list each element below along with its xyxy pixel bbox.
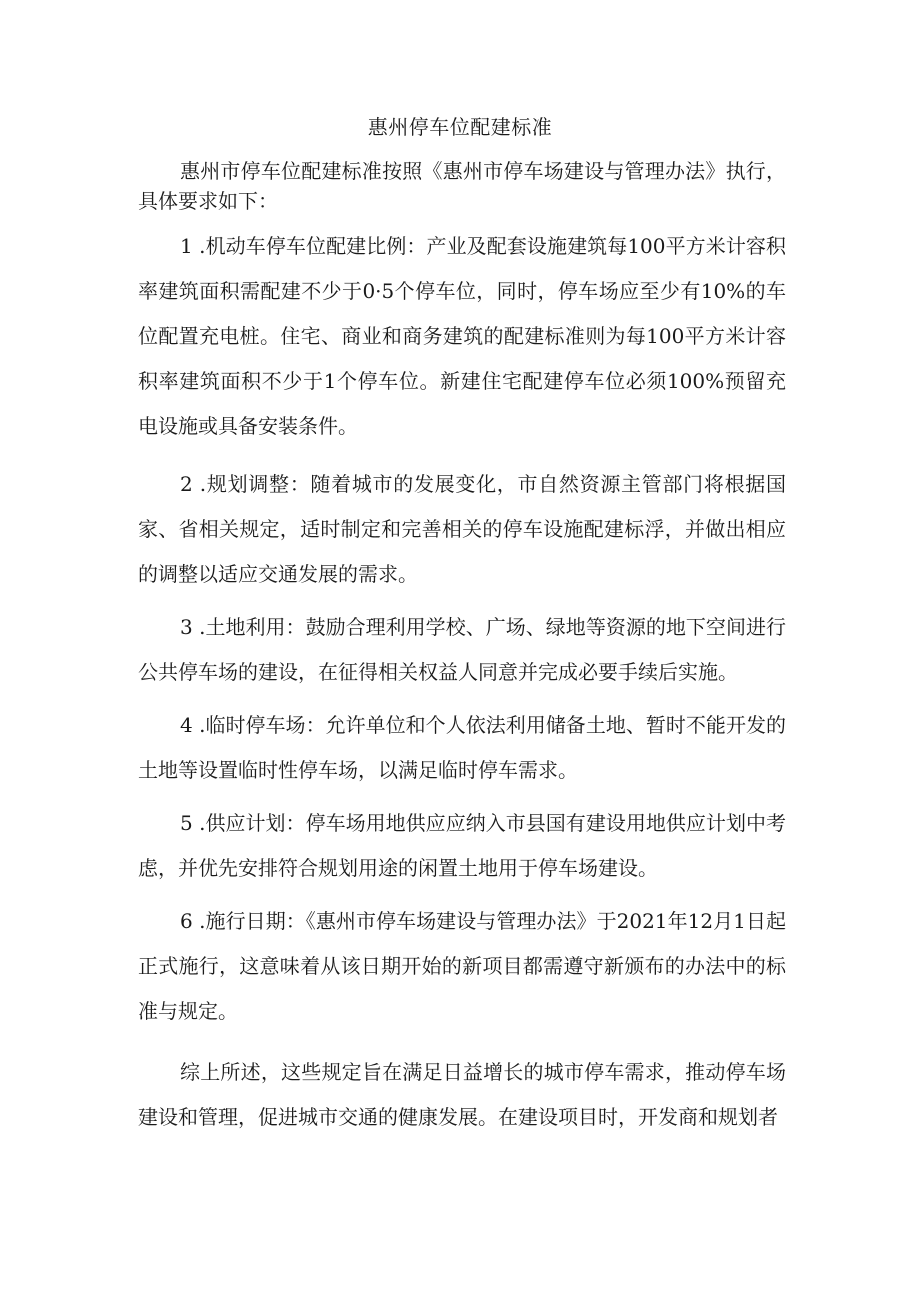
list-item-land-use: 3 .土地利用：鼓励合理利用学校、广场、绿地等资源的地下空间进行公共停车场的建设，在征得相关权益人同意并完成必要手续后实施。 <box>138 615 786 684</box>
list-item-planning-adjustment: 2 .规划调整：随着城市的发展变化，市自然资源主管部门将根据国家、省相关规定，适时制定和完善相关的停车设施配建标浮，并做出相应的调整以适应交通发展的需求。 <box>138 472 786 586</box>
document-title: 惠州停车位配建标准 <box>367 115 553 139</box>
intro-paragraph: 惠州市停车位配建标准按照《惠州市停车场建设与管理办法》执行，具体要求如下： <box>138 159 786 213</box>
list-item-supply-plan: 5 .供应计划：停车场用地供应应纳入市县国有建设用地供应计划中考虑，并优先安排符合规划用途的闲置土地用于停车场建设。 <box>138 811 786 880</box>
list-item-effective-date: 6 .施行日期：《惠州市停车场建设与管理办法》于2021年12月1日起正式施行，这意味着从该日期开始的新项目都需遵守新颁布的办法中的标准与规定。 <box>138 909 786 1023</box>
list-item-parking-ratio: 1 .机动车停车位配建比例：产业及配套设施建筑每100平方米计容积率建筑面积需配建不少于0·5个停车位，同时，停车场应至少有10%的车位配置充电桩。住宅、商业和商务建筑的配建标准则为每100平方米计容积率建筑面积不少于1个停车位。新建住宅配建停车位必须100%预留充电设施或具备安装条件。 <box>138 234 786 438</box>
summary-paragraph: 综上所述，这些规定旨在满足日益增长的城市停车需求，推动停车场建设和管理，促进城市交通的健康发展。在建设项目时，开发商和规划者 <box>138 1060 786 1129</box>
list-item-temporary-parking: 4 .临时停车场：允许单位和个人依法利用储备土地、暂时不能开发的土地等设置临时性停车场，以满足临时停车需求。 <box>138 713 786 782</box>
